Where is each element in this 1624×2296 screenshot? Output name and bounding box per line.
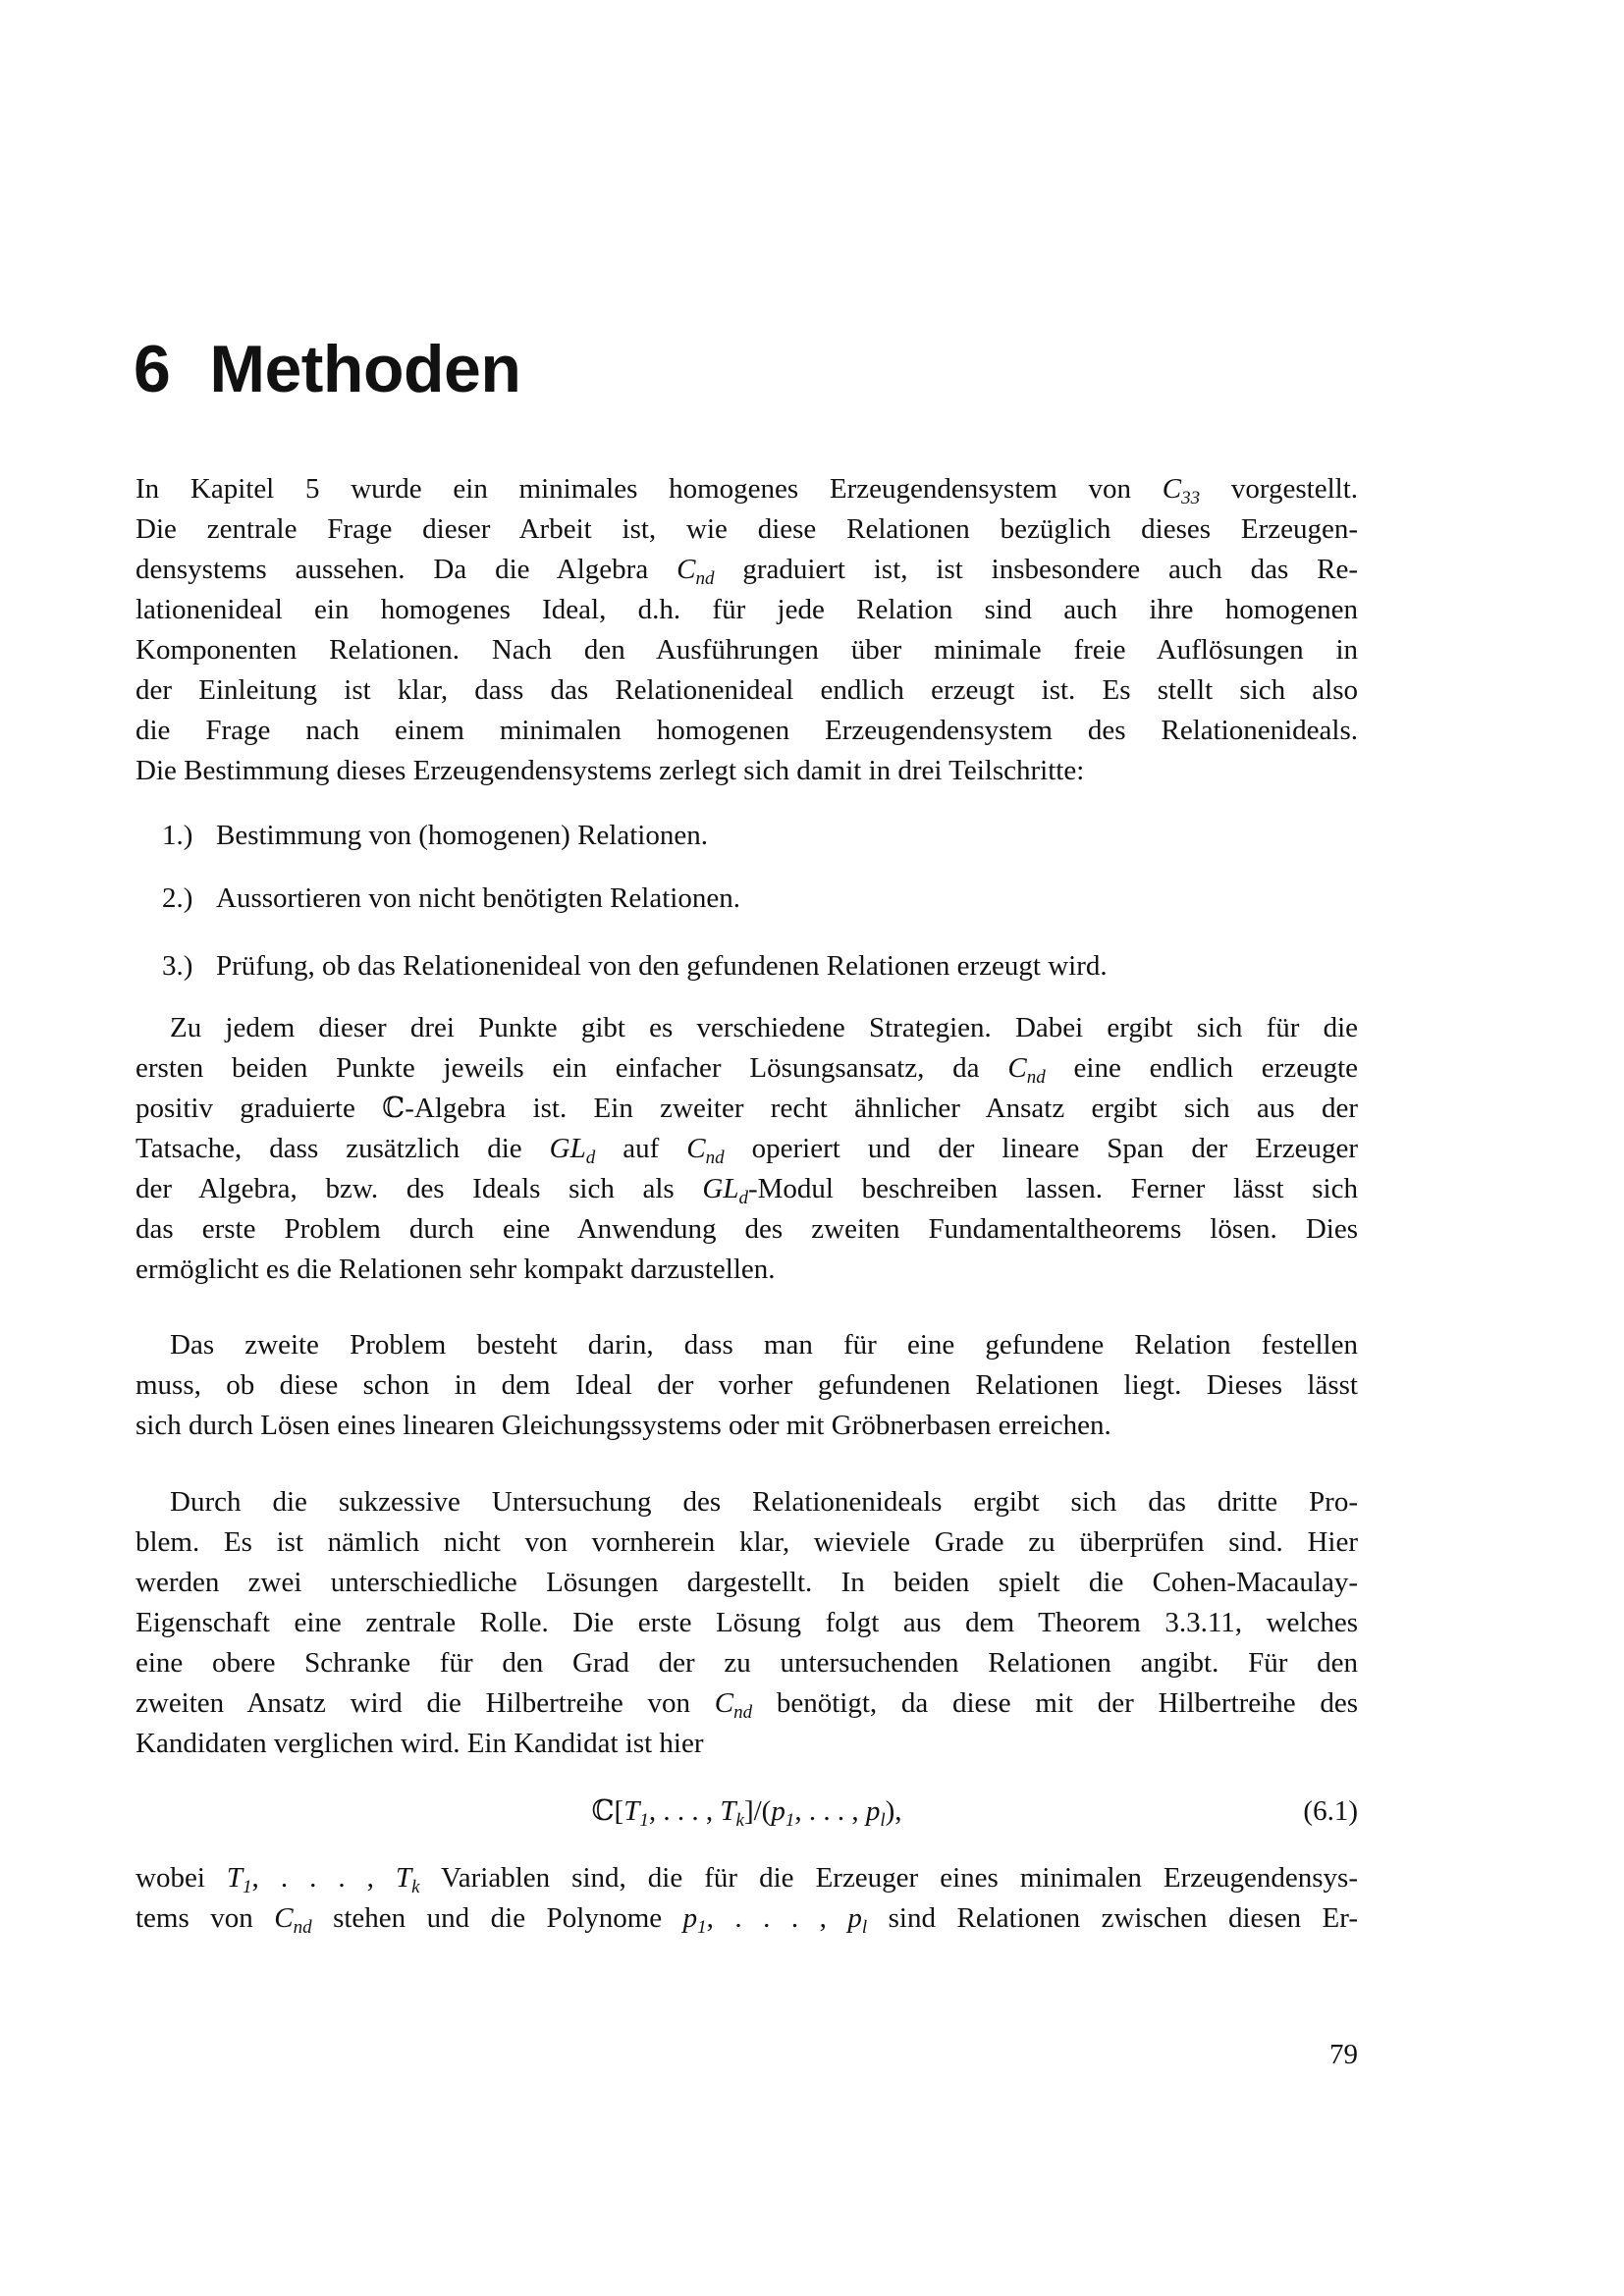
math-subscript: l: [861, 1917, 868, 1938]
text-run: tems von: [135, 1902, 275, 1934]
math-subscript: l: [880, 1810, 886, 1831]
text-line: [135, 1008, 1358, 1048]
math-symbol: [274, 1902, 312, 1938]
math-base: p: [771, 1795, 785, 1827]
text-run: Tatsache, dass zusätzlich die: [135, 1133, 550, 1164]
text-run: ermöglicht es die Relationen sehr kompakt darzustellen.: [135, 1254, 776, 1285]
math-subscript: 33: [1181, 488, 1201, 508]
text-run: , . . . ,: [706, 1902, 848, 1934]
math-base: T: [720, 1795, 736, 1827]
text-line: [135, 1683, 1358, 1724]
text-run: Kandidaten verglichen wird. Ein Kandidat ist hier: [135, 1728, 704, 1759]
list-item-text: Aussortieren von nicht benötigten Relationen.: [216, 882, 740, 914]
math-base: p: [865, 1795, 881, 1827]
paragraph-strategies: [135, 1008, 1358, 1290]
math-base: p: [682, 1902, 698, 1934]
list-item: [162, 879, 740, 919]
paragraph-continuation: [135, 1858, 1358, 1939]
math-symbol: [226, 1862, 252, 1897]
list-item-text: Bestimmung von (homogenen) Relationen.: [216, 820, 708, 851]
list-item-number: 1.): [162, 820, 193, 851]
list-item-number: 3.): [162, 950, 193, 982]
text-run: stehen und die Polynome: [311, 1902, 683, 1934]
math-symbol: [771, 1795, 795, 1831]
text-line: [135, 630, 1358, 670]
text-run: ersten beiden Punkte jeweils ein einfacher Lösungsansatz, da: [135, 1052, 1008, 1084]
math-subscript: k: [735, 1810, 744, 1831]
text-run: Zu jedem dieser drei Punkte gibt es verschiedene Strategien. Dabei ergibt sich für die: [170, 1012, 1358, 1043]
text-run: die Frage nach einem minimalen homogenen Erzeugendensystem des Relationenideals.: [135, 715, 1358, 746]
text-line: [135, 1325, 1358, 1365]
text-run: das erste Problem durch eine Anwendung des zweiten Fundamentaltheorems lösen. Dies: [135, 1213, 1358, 1245]
text-run: auf: [595, 1133, 687, 1164]
page-number: 79: [1329, 2039, 1358, 2070]
math-subscript: nd: [695, 568, 715, 589]
text-run: In Kapitel 5 wurde ein minimales homogenes Erzeugendensystem von: [135, 473, 1163, 505]
math-base: T: [395, 1862, 412, 1894]
equation: [135, 1791, 1358, 1832]
text-run: Eigenschaft eine zentrale Rolle. Die erste Lösung folgt aus dem Theorem 3.3.11, welches: [135, 1607, 1358, 1638]
text-run: , . . . ,: [648, 1795, 721, 1827]
text-run: Variablen sind, die für die Erzeuger eines minimalen Erzeugendensys-: [419, 1862, 1359, 1894]
math-subscript: nd: [733, 1702, 753, 1723]
text-run: sich durch Lösen eines linearen Gleichungssystems oder mit Gröbnerbasen erreichen.: [135, 1410, 1111, 1441]
math-base: C: [1162, 473, 1182, 505]
text-run: eine endlich erzeugte: [1045, 1052, 1359, 1084]
math-subscript: nd: [293, 1917, 312, 1938]
text-run: Die zentrale Frage dieser Arbeit ist, wie diese Relationen bezüglich dieses Erzeugen-: [135, 513, 1358, 545]
math-symbol: [682, 1902, 707, 1938]
text-run: graduiert ist, ist insbesondere auch das Re-: [714, 554, 1358, 585]
math-subscript: 1: [639, 1810, 649, 1831]
math-base: T: [226, 1862, 244, 1894]
math-symbol: [865, 1795, 886, 1831]
math-symbol: [702, 1173, 748, 1208]
text-line: [135, 1169, 1358, 1209]
text-run: muss, ob diese schon in dem Ideal der vorher gefundenen Relationen liegt. Dieses lässt: [135, 1369, 1358, 1401]
math-symbol: [847, 1902, 868, 1938]
math-symbol: [1162, 473, 1201, 508]
math-base: GL: [549, 1133, 586, 1164]
text-run: benötigt, da diese mit der Hilbertreihe des: [752, 1687, 1358, 1719]
math-symbol: [1007, 1052, 1046, 1088]
text-line: [135, 1724, 1358, 1764]
math-base: C: [714, 1687, 734, 1719]
text-line: [135, 1898, 1358, 1939]
text-run: eine obere Schranke für den Grad der zu untersuchenden Relationen angibt. Für den: [135, 1647, 1358, 1679]
text-run: der Einleitung ist klar, dass das Relationenideal endlich erzeugt ist. Es stellt sich also: [135, 674, 1358, 706]
math-base: T: [623, 1795, 640, 1827]
list-item-number: 2.): [162, 882, 193, 914]
text-run: , . . . ,: [794, 1795, 866, 1827]
text-line: [135, 1209, 1358, 1250]
text-run: operiert und der lineare Span der Erzeuger: [724, 1133, 1359, 1164]
text-run: densystems aussehen. Da die Algebra: [135, 554, 677, 585]
text-run: , . . . ,: [251, 1862, 396, 1894]
text-line: [135, 670, 1358, 711]
text-line: [135, 550, 1358, 590]
list-item-text: Prüfung, ob das Relationenideal von den gefundenen Relationen erzeugt wird.: [216, 950, 1108, 982]
chapter-title: Methoden: [209, 332, 521, 406]
math-subscript: nd: [705, 1148, 725, 1168]
math-base: C: [686, 1133, 706, 1164]
text-line: [135, 1563, 1358, 1603]
math-symbol: [720, 1795, 744, 1831]
text-line: [135, 1365, 1358, 1406]
text-run: sind Relationen zwischen diesen Er-: [867, 1902, 1359, 1934]
text-line: [135, 1522, 1358, 1563]
equation-number: (6.1): [1303, 1795, 1358, 1827]
text-run: Das zweite Problem besteht darin, dass man für eine gefundene Relation festellen: [170, 1329, 1358, 1361]
text-line: [135, 751, 1358, 791]
text-line: [135, 1603, 1358, 1643]
math-subscript: k: [411, 1877, 420, 1897]
math-subscript: d: [585, 1148, 596, 1168]
math-symbol: [549, 1133, 596, 1168]
text-run: blem. Es ist nämlich nicht von vornherein klar, wieviele Grade zu überprüfen sind. Hier: [135, 1526, 1358, 1558]
text-run: ℂ[: [591, 1795, 624, 1827]
paragraph-intro: [135, 469, 1358, 791]
text-run: ]/(: [743, 1795, 772, 1827]
text-line: [135, 1250, 1358, 1290]
text-run: lationenideal ein homogenes Ideal, d.h. für jede Relation sind auch ihre homogenen: [135, 594, 1358, 625]
text-line: [135, 1643, 1358, 1683]
text-run: wobei: [135, 1862, 227, 1894]
text-line: [135, 1129, 1358, 1169]
chapter-heading: [134, 330, 520, 408]
math-base: C: [274, 1902, 294, 1934]
math-symbol: [395, 1862, 420, 1897]
text-line: [135, 469, 1358, 509]
text-run: -Modul beschreiben lassen. Ferner lässt sich: [747, 1173, 1358, 1204]
list-item: [162, 816, 708, 856]
text-run: Komponenten Relationen. Nach den Ausführungen über minimale freie Auflösungen in: [135, 634, 1358, 666]
math-symbol: [677, 554, 715, 589]
math-symbol: [714, 1687, 753, 1723]
text-line: [135, 1482, 1358, 1522]
math-subscript: nd: [1026, 1067, 1046, 1088]
text-line: [135, 1089, 1358, 1129]
text-line: [135, 711, 1358, 751]
paragraph-second-problem: [135, 1325, 1358, 1446]
text-line: [135, 590, 1358, 630]
text-line: [135, 509, 1358, 550]
math-base: C: [677, 554, 696, 585]
text-run: vorgestellt.: [1200, 473, 1359, 505]
text-run: positiv graduierte ℂ-Algebra ist. Ein zweiter recht ähnlicher Ansatz ergibt sich aus der: [135, 1093, 1358, 1124]
chapter-number: 6: [134, 332, 171, 406]
text-line: [135, 1048, 1358, 1089]
text-line: [135, 1406, 1358, 1446]
paragraph-third-problem: [135, 1482, 1358, 1764]
math-subscript: 1: [697, 1917, 707, 1938]
text-run: der Algebra, bzw. des Ideals sich als: [135, 1173, 703, 1204]
math-base: GL: [702, 1173, 739, 1204]
text-run: ),: [885, 1795, 902, 1827]
text-run: zweiten Ansatz wird die Hilbertreihe von: [135, 1687, 715, 1719]
math-symbol: [623, 1795, 649, 1831]
math-symbol: [686, 1133, 725, 1168]
list-item: [162, 946, 1108, 987]
math-base: C: [1007, 1052, 1027, 1084]
text-line: [135, 1858, 1358, 1898]
math-subscript: 1: [785, 1810, 795, 1831]
text-run: Durch die sukzessive Untersuchung des Relationenideals ergibt sich das dritte Pro-: [170, 1486, 1358, 1518]
math-base: p: [847, 1902, 862, 1934]
math-subscript: 1: [243, 1877, 252, 1897]
text-run: werden zwei unterschiedliche Lösungen dargestellt. In beiden spielt die Cohen-Macaulay-: [135, 1567, 1358, 1598]
text-run: Die Bestimmung dieses Erzeugendensystems zerlegt sich damit in drei Teilschritte:: [135, 755, 1085, 786]
math-subscript: d: [738, 1188, 748, 1208]
